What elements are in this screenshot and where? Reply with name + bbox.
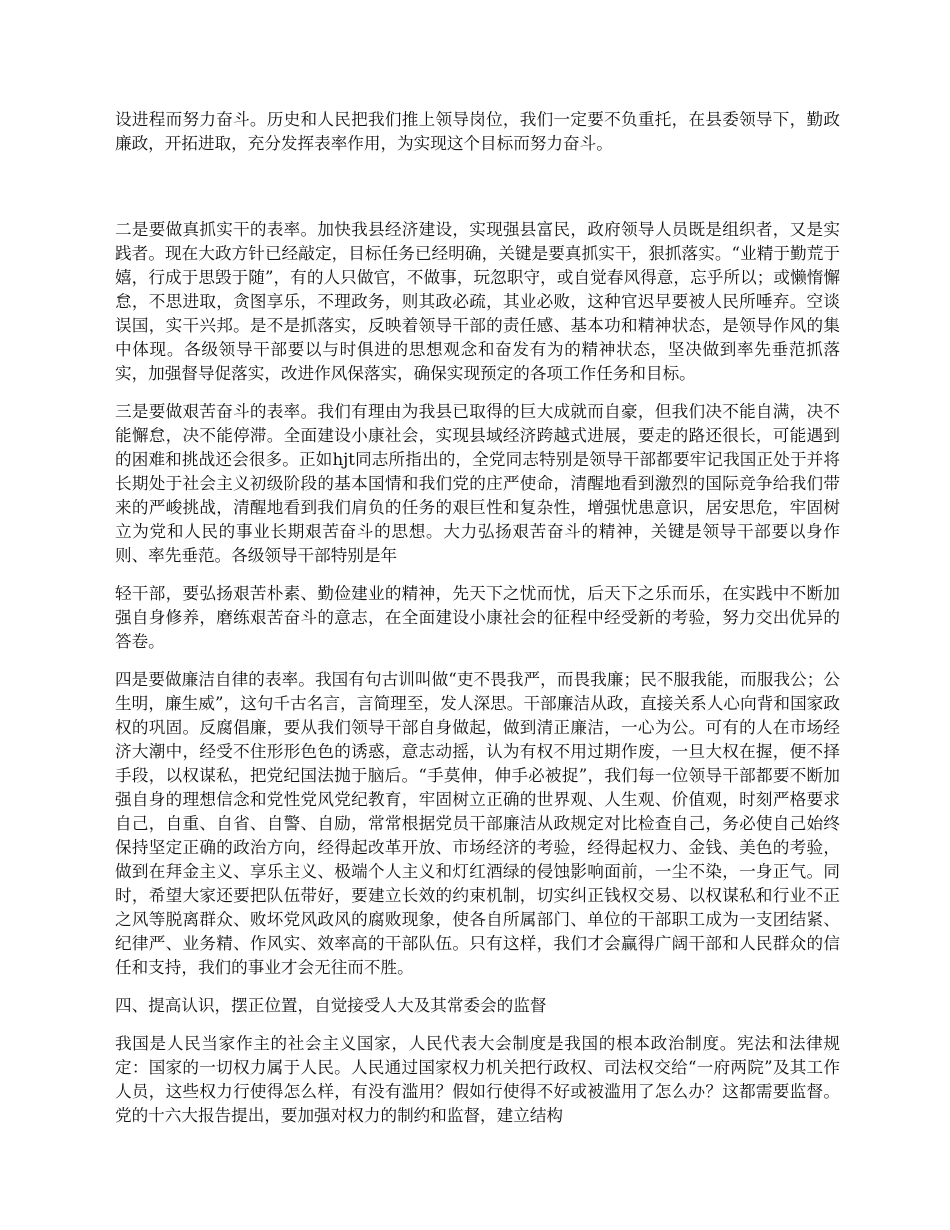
document-page [115,108,840,1142]
paragraph-integrity: 四是要做廉洁自律的表率。我国有句古训叫做“吏不畏我严，而畏我廉；民不服我能，而服我公；公生明，廉生威”，这句千古名言，言简理至，发人深思。干部廉洁从政，直接关系人心向背和国家政权的巩固。反腐倡廉，要从我们领导干部自身做起，做到清正廉洁，一心为公。可有的人在市场经济大潮中，经受不住形形色色的诱惑，意志动摇，认为有权不用过期作废，一旦大权在握，便不择手段，以权谋私，把党纪国法抛于脑后。“手莫伸，伸手必被捉”，我们每一位领导干部都要不断加强自身的理想信念和党性党风党纪教育，牢固树立正确的世界观、人生观、价值观，时刻严格要求自己，自重、自省、自警、自励，常常根据党员干部廉洁从政规定对比检查自己，务必使自己始终保持坚定正确的政治方向，经得起改革开放、市场经济的考验，经得起权力、金钱、美色的考验，做到在拜金主义、享乐主义、极端个人主义和灯红酒绿的侵蚀影响面前，一尘不染，一身正气。同时，希望大家还要把队伍带好，要建立长效的约束机制，切实纠正钱权交易、以权谋私和行业不正之风等脱离群众、败坏党风政风的腐败现象，使各自所属部门、单位的干部职工成为一支团结紧、纪律严、业务精、作风实、效率高的干部队伍。只有这样，我们才会赢得广阔干部和人民群众的信任和支持，我们的事业才会无往而不胜。 [115,670,840,977]
paragraph-intro-ending: 设进程而努力奋斗。历史和人民把我们推上领导岗位，我们一定要不负重托，在县委领导下，勤政廉政，开拓进取，充分发挥表率作用，为实现这个目标而努力奋斗。 [115,110,840,153]
paragraph-young-cadres: 轻干部，要弘扬艰苦朴素、勤俭建业的精神，先天下之忧而忧，后天下之乐而乐，在实践中不断加强自身修养，磨练艰苦奋斗的意志，在全面建设小康社会的征程中经受新的考验，努力交出优异的答卷。 [115,584,840,651]
section-heading-supervision: 四、提高认识，摆正位置，自觉接受人大及其常委会的监督 [115,996,547,1015]
paragraph-practical-work: 二是要做真抓实干的表率。加快我县经济建设，实现强县富民，政府领导人员既是组织者，又是实践者。现在大政方针已经敲定，目标任务已经明确，关键是要真抓实干，狠抓落实。“业精于勤荒于嬉，行成于思毁于随”，有的人只做官，不做事，玩忽职守，或自觉春风得意，忘乎所以；或懒惰懈怠，不思进取，贪图享乐，不理政务，则其政必疏，其业必败，这种官迟早要被人民所唾弃。空谈误国，实干兴邦。是不是抓落实，反映着领导干部的责任感、基本功和精神状态，是领导作风的集中体现。各级领导干部要以与时俱进的思想观念和奋发有为的精神状态，坚决做到率先垂范抓落实，加强督导促落实，改进作风保落实，确保实现预定的各项工作任务和目标。 [115,220,840,383]
paragraph-hard-work: 三是要做艰苦奋斗的表率。我们有理由为我县已取得的巨大成就而自豪，但我们决不能自满，决不能懈怠，决不能停滞。全面建设小康社会，实现县域经济跨越式进展，要走的路还很长，可能遇到的困难和挑战还会很多。正如hjt同志所指出的，全党同志特别是领导干部都要牢记我国正处于并将长期处于社会主义初级阶段的基本国情和我们党的庄严使命，清醒地看到激烈的国际竞争给我们带来的严峻挑战，清醒地看到我们肩负的任务的艰巨性和复杂性，增强忧患意识，居安思危，牢固树立为党和人民的事业长期艰苦奋斗的思想。大力弘扬艰苦奋斗的精神，关键是领导干部要以身作则、率先垂范。各级领导干部特别是年 [115,402,840,565]
paragraph-supervision: 我国是人民当家作主的社会主义国家，人民代表大会制度是我国的根本政治制度。宪法和法律规定：国家的一切权力属于人民。人民通过国家权力机关把行政权、司法权交给“一府两院”及其工作人员，这些权力行使得怎么样，有没有滥用？假如行使得不好或被滥用了怎么办？这都需要监督。党的十六大报告提出，要加强对权力的制约和监督，建立结构 [115,1034,840,1125]
